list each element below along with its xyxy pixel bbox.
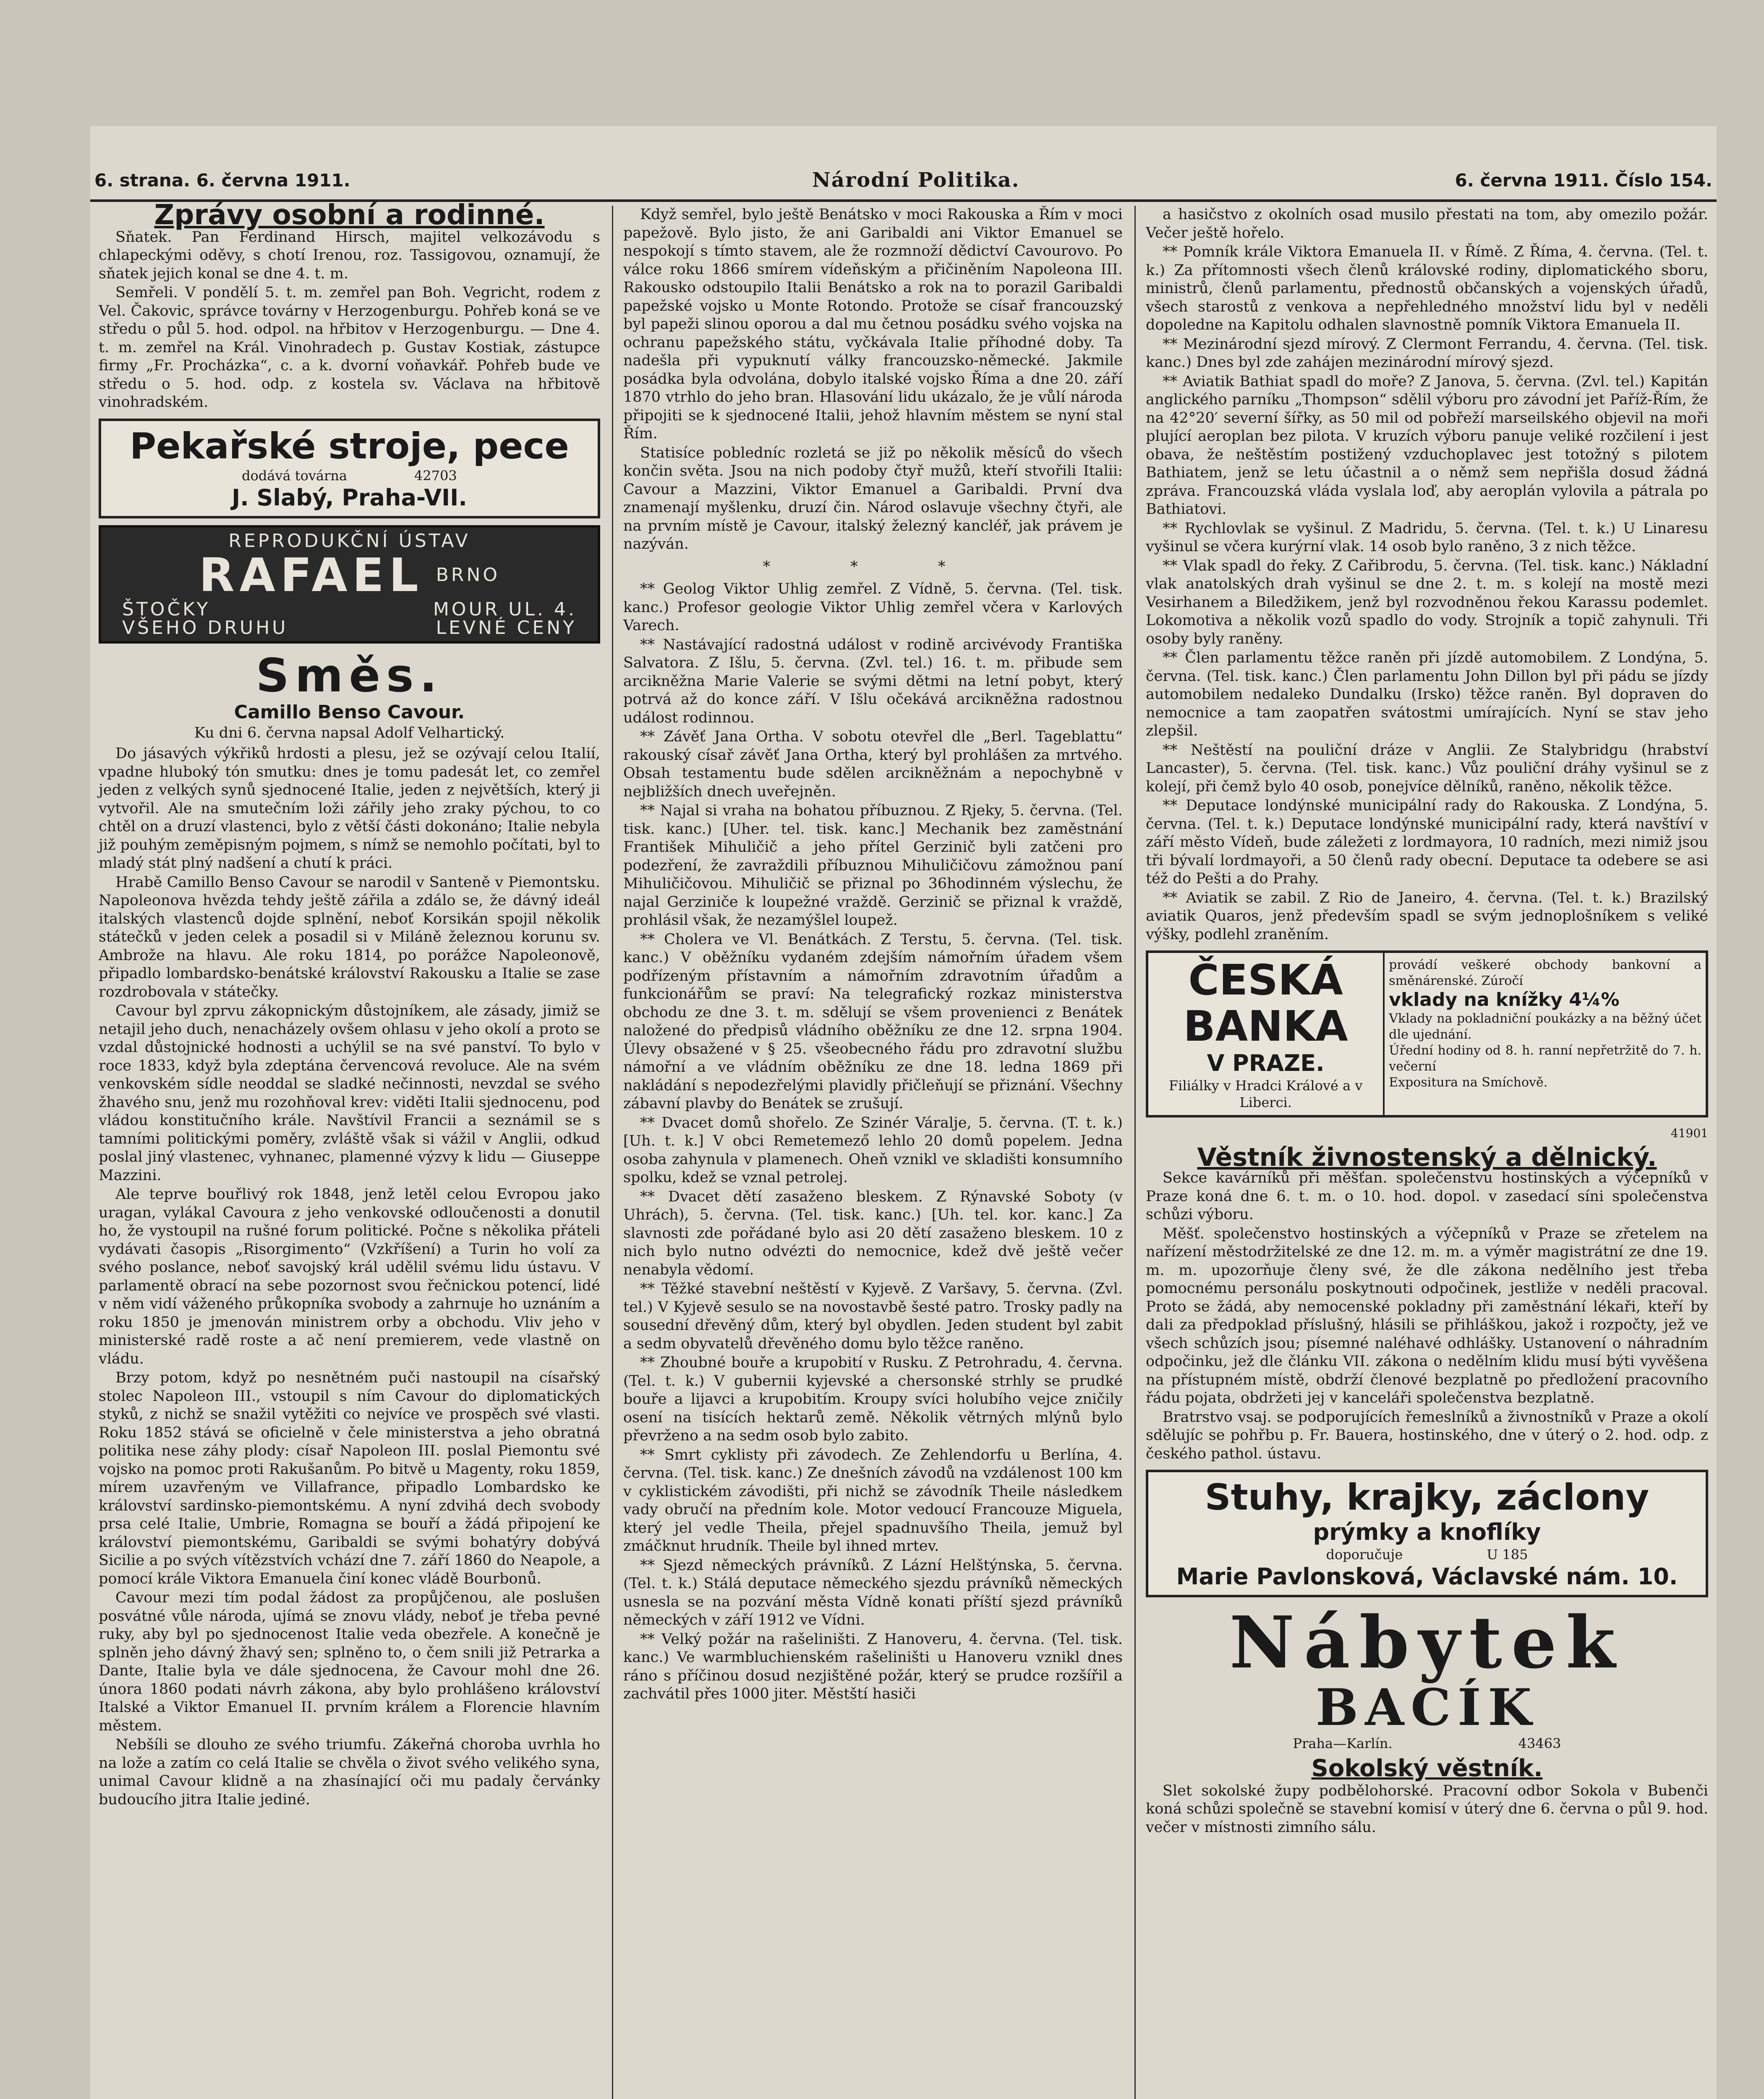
advert-bank-name: BANKA	[1183, 1002, 1348, 1051]
advert-address: MOUR UL. 4.	[433, 599, 577, 620]
advert-rafael	[99, 525, 600, 644]
article-title: Camillo Benso Cavour.	[234, 701, 465, 723]
news-item: ** Zhoubné bouře a krupobití v Rusku. Z Petrohradu, 4. června. (Tel. t. k.) V gubernii kyjevské a chersonské strhly se prudké bouře a lijavci a krupobitím. Kroupy svíci holubího vejce zničily osení na tisících hektarů země. Několik větrných mlýnů bylo převrženo a na sedm osob bylo zabito.	[623, 1354, 1123, 1444]
notice-item: Bratrstvo vsaj. se podporujících řemeslníků a živnostníků v Praze a okolí sdělujíc se pohřbu p. Fr. Bauera, hostinského, dne v úterý o 2. hod. odp. z českého pathol. ústavu.	[1146, 1408, 1708, 1462]
advert-number: 43463	[1518, 1735, 1561, 1751]
article-paragraph: Ale teprve bouřlivý rok 1848, jenž letěl celou Evropou jako uragan, vylákal Cavoura z jeho venkovské odloučenosti a donutil ho, že vystoupil na rušné forum politické. Počne s několika přáteli vydávati časopis „Risorgimento“ (Vzkříšení) a Turin ho volí za svého poslance, neboť savojský král udělil svému lidu ústavu. V parlamentě obrací na sebe pozornost svou řečnickou potencí, lidé v něm vidí váženého průkopníka svobody a zahrnuje ho uznáním a roku 1850 je jmenován ministrem orby a obchodu. Vliv jeho v ministerské radě roste a ač není premierem, vede vlastně on vládu.	[99, 1186, 600, 1367]
page-header	[90, 166, 1717, 202]
section-title-sokol: Sokolský věstník.	[1311, 1755, 1543, 1782]
advert-bank-line: Vklady na pokladniční poukázky a na běžný účet dle ujednání.	[1389, 1011, 1701, 1042]
news-item: ** Najal si vraha na bohatou příbuznou. Z Rjeky, 5. června. (Tel. tisk. kanc.) [Uher. tel. tisk. kanc.] Mechanik bez zaměstnání František Mihuličič a jeho přítel Gerzinič byli zatčeni pro podezření, že zavraždili příbuznou Mihuličičovu zámožnou paní Mihuličičovou. Mihuličič se přiznal po 36hodinném výslechu, že najal Gerziniče k loupežné vraždě. Gerzinič se přiznal k vraždě, prohlásil však, že nezamýšlel loupež.	[623, 802, 1123, 929]
advert-bottom-right: LEVNÉ CENY	[436, 617, 577, 639]
news-item: ** Těžké stavební neštěstí v Kyjevě. Z Varšavy, 5. června. (Zvl. tel.) V Kyjevě sesulo se na novostavbě šesté patro. Trosky padly na sousední dřevěný dům, který byl obydlen. Jeden student byl zabit a sedm obyvatelů dřevěného domu bylo těžce raněno.	[623, 1280, 1123, 1352]
article-paragraph: Statisíce pobledníc rozletá se již po několik měsíců do všech končin světa. Jsou na nich podoby čtyř mužů, kteří stvořili Italii: Cavour a Mazzini, Viktor Emanuel a Garibaldi. První dva znamenají myšlenku, druzí čin. Národ oslavuje všechny čtyři, ale na prvním místě je Cavour, italský železný kancléř, jak právem je nazýván.	[623, 444, 1123, 552]
news-item: ** Člen parlamentu těžce raněn při jízdě automobilem. Z Londýna, 5. června. (Tel. tisk. kanc.) Člen parlamentu John Dillon byl při pádu se jízdy automobilem nedaleko Dundalku (Irsko) těžce raněn. Byl dopraven do nemocnice a tam zaopatřen svátostmi umírajících. Nyní se stav jeho zlepšil.	[1146, 649, 1708, 739]
article-byline: Ku dni 6. června napsal Adolf Velhartický.	[194, 724, 505, 741]
advert-firm: Marie Pavlonsková, Václavské nám. 10.	[1176, 1563, 1678, 1590]
advert-bank-name-block	[1148, 953, 1385, 1115]
advert-left: ŠTOČKY	[122, 599, 211, 620]
column-3	[1146, 206, 1708, 1837]
advert-bank-city: V PRAZE.	[1207, 1050, 1325, 1076]
advert-number: U 185	[1487, 1547, 1528, 1562]
article-paragraph: Hrabě Camillo Benso Cavour se narodil v Santeně v Piemontsku. Napoleonova hvězda tehdy ještě zářila a zdálo se, že dávný ideál italských vlastenců dojde splnění, neboť Korsikán spojil několik státečků v jeden celek a posadil si v Miláně železnou korunu sv. Ambrože na hlavu. Ale roku 1814, po porážce Napoleonově, připadlo lombardsko-benátské království Rakousku a Italie se zase rozdrobovala v státečky.	[99, 874, 600, 1000]
advert-top: REPRODUKČNÍ ÚSTAV	[228, 530, 470, 552]
article-paragraph: Brzy potom, když po nesnětném puči nastoupil na císařský stolec Napoleon III., vstoupil s ním Cavour do diplomatických styků, z nichž se snažil vytěžiti co nejvíce ve prospěch své vlasti. Roku 1852 stává se oficielně v čele ministerstva a jeho obratná politika nese záhy plody: císař Napoleon III. poslal Piemontu své vojsko na pomoc proti Rakušanům. Po bitvě u Magenty, roku 1859, mírem uzavřeným ve Villafrance, připadlo Lombardsko ke království sardinsko-piemontskému. A nyní zdvihá dech svobody prsa celé Italie, Umbrie, Romagna se bouří a žádá připojení ke království piemontskému, Garibaldi se svými bohatýry dobývá Sicilie a po svých vítězstvích vchází dne 7. září 1860 do Neapole, a pomocí krále Viktora Emanuela činí konec vládě Bourbonů.	[99, 1369, 600, 1587]
news-item: Semřeli. V pondělí 5. t. m. zemřel pan Boh. Vegricht, rodem z Vel. Čakovic, správce továrny v Herzogenburgu. Pohřeb koná se ve středu o půl 5. hod. odpol. na hřbitov v Herzogenburgu. — Dne 4. t. m. zemřel na Král. Vinohradech p. Gustav Kostiak, zástupce firmy „Fr. Procházka“, c. a k. dvorní voňavkář. Pohřeb bude ve středu o 5. hod. odp. z kostela sv. Václava na hřbitově vinohradském.	[99, 284, 600, 411]
advert-title: Nábytek	[1229, 1601, 1625, 1685]
news-item: ** Velký požár na rašeliništi. Z Hanoveru, 4. června. (Tel. tisk. kanc.) Ve warmbluchienském rašeliništi u Hanoveru vznikl dnes ráno s příčinou dosud nezjištěné požár, který se prudce rozšířil a zachvátil přes 1000 jiter. Městští hasiči	[623, 1631, 1123, 1702]
advert-firm: J. Slabý, Praha-VII.	[232, 484, 467, 511]
masthead-title: Národní Politika.	[812, 168, 1020, 192]
advert-name: RAFAEL	[199, 548, 423, 602]
newspaper-page	[90, 126, 1717, 2099]
news-item: ** Neštěstí na pouliční dráze v Anglii. Ze Stalybridgu (hrabství Lancaster), 5. června. (Tel. tisk. kanc.) Vůz pouliční dráhy vyšinul se z kolejí, při čemž bylo 40 osob, ponejvíce dělníků, raněno, několik těžce.	[1146, 741, 1708, 795]
section-title-vestnik: Věstník živnostenský a dělnický.	[1197, 1142, 1657, 1172]
advert-number: 42703	[414, 467, 457, 484]
advert-bank-rate: vklady na knížky 4¼%	[1389, 989, 1620, 1010]
header-page-date: 6. strana. 6. června 1911.	[94, 170, 350, 191]
advert-recommend: doporučuje	[1326, 1547, 1403, 1562]
advert-title: Pekařské stroje, pece	[130, 425, 569, 467]
news-item: Sňatek. Pan Ferdinand Hirsch, majitel velkozávodu s chlapeckými oděvy, s chotí Irenou, roz. Tassigovou, oznamují, že sňatek jejich konal se dne 4. t. m.	[99, 228, 600, 282]
notice-item: Měšť. společenstvo hostinských a výčepníků v Praze se zřetelem na nařízení městodržitelské ze dne 12. m. m. a výměr magistrátní ze dne 19. m. m. upozorňuje členy své, že dle zákona nedělního jest třeba pomocnému personálu poskytnouti odpočinek, jestliže v neděli pracoval. Proto se žádá, aby nemocenské pokladny při zaměstnání lékaři, kteří by dali za předpoklad příslušný, hlásili se přihláškou, jakož i rozpočty, jež ve všech schůzích jsou; písemné naléhavé odhlášky. Ustanovení o náhradním odpočinku, jež dle článku VII. zákona o nedělním klidu musí býti vyvěšena na přístupném místě, obdrží členové bezplatně po předložení pracovního řádu pojata, obdržeti jej v kanceláři společenstva bezplatně.	[1146, 1225, 1708, 1406]
notice-item: Slet sokolské župy podbělohorské. Pracovní odbor Sokola v Bubenči koná schůzi společně se stavební komisí v úterý dne 6. června o půl 9. hod. večer v místnosti zimního sálu.	[1146, 1782, 1708, 1836]
news-item: ** Vlak spadl do řeky. Z Cařibrodu, 5. června. (Tel. tisk. kanc.) Nákladní vlak anatolských drah vyšinul se dne 2. t. m. s kolejí na mostě mezi Vesirhanem a Biledžikem, jenž byl rozvodněnou řekou Karassu podemlet. Lokomotiva a několik vozů spadlo do vody. Strojník a topič zahynuli. Tři osoby byly raněny.	[1146, 557, 1708, 647]
advert-subtitle: dodává továrna	[242, 467, 348, 484]
column-rule	[1134, 206, 1136, 2099]
article-paragraph: Cavour byl zprvu zákopnickým důstojníkem, ale zásady, jimiž se netajil jeho duch, nenacházely ovšem ohlasu v jeho okolí a proto se vzdal důstojnické hodnosti a uchýlil se na své panství. To bylo v roce 1833, když byla zdeptána červencová revoluce. Ale na svém venkovském sídle neoddal se sladké nečinnosti, nevzdal se svého žhavého snu, jenž mu rozohňoval krev: viděti Italii sjednocenu, pod vládou konstitučního krále. Navštívil Francii a seznámil se s tamními politickými poměry, zvláště však si vážil v Anglii, odkud poslal jiný vlastenec, vyhnanec, plamenné výzvy k lidu — Giuseppe Mazzini.	[99, 1002, 600, 1184]
section-title-smes: Směs.	[256, 649, 443, 702]
article-paragraph: Když semřel, bylo ještě Benátsko v moci Rakouska a Řím v moci papežově. Bylo jisto, že ani Garibaldi ani Viktor Emanuel se nespokojí s tímto stavem, ale že rozmnoží dědictví Cavourovo. Po válce roku 1866 smírem vídeňským a přičiněním Napoleona III. Rakousko odstoupilo Italii Benátsko a rok na to porazil Garibaldi papežské vojsko u Monte Rotondo. Protože se císař francouzský byl papeži slinou oporou a dal mu četnou posádku svého vojska na ochranu papežského státu, vyčkávala Italie příhodné doby. Ta nadešla při vypuknutí války francouzsko-německé. Jakmile posádka byla odvolána, dobylo italské vojsko Říma a dne 20. září 1870 vtrhlo do jeho bran. Hlasování lidu ukázalo, že je vůlí národa připojiti se k sjednocené Italii, jehož hlavním městem se nyní stal Řím.	[623, 206, 1123, 442]
header-issue: 6. června 1911. Číslo 154.	[1455, 170, 1712, 191]
news-item: ** Nastávající radostná událost v rodině arcivévody Františka Salvatora. Z Išlu, 5. června. (Zvl. tel.) 16. t. m. přibude sem arcikněžna Marie Valerie se svými dětmi na letní pobyt, který potrvá až do konce září. V Išlu očekává arcikněžna radostnou událost rodinnou.	[623, 636, 1123, 726]
advert-city: BRNO	[436, 564, 500, 586]
advert-place: Praha—Karlín.	[1293, 1735, 1393, 1751]
advert-bank-name: ČESKÁ	[1188, 955, 1343, 1005]
advert-stuhy-krajky	[1146, 1470, 1708, 1597]
news-item: ** Aviatik Bathiat spadl do moře? Z Janova, 5. června. (Zvl. tel.) Kapitán anglického parníku „Thompson“ sdělil výboru pro závodní jet Paříž-Řím, že na 42°20′ severní šířky, as 50 mil od pobřeží marseilského objevil na moři plující aeroplan bez pilota. V kruzích výboru panuje veliké rozčilení i jest obava, že neštěstím postižený vzduchoplavec jest totožný s pilotem Bathiatem, jenž se letu účastnil a o němž sem nepřišla dosud žádná zpráva. Francouzská vláda vyslala loď, aby aeroplán vylovila a pátrala po Bathiatovi.	[1146, 373, 1708, 518]
advert-bank-hours: Úřední hodiny od 8. h. ranní nepřetržitě do 7. h. večerní	[1389, 1043, 1701, 1074]
advert-nabytek-bacik	[1146, 1601, 1708, 1752]
news-item: ** Aviatik se zabil. Z Rio de Janeiro, 4. června. (Tel. t. k.) Brazilský aviatik Quaros, jenž především spadl se svým jednoplošníkem s veliké výšky, podlehl zraněním.	[1146, 889, 1708, 943]
separator-stars: * * *	[763, 558, 983, 575]
notice-item: Sekce kavárníků při měšťan. společenstvu hostinských a výčepníků v Praze koná dne 6. t. m. o 10. hod. dopol. v zasedací síni společenstva schůzi výboru.	[1146, 1170, 1708, 1223]
advert-bank-branches: Filiálky v Hradci Králové a v Liberci.	[1168, 1078, 1363, 1110]
advert-ceska-banka	[1146, 950, 1708, 1118]
article-paragraph: Do jásavých výkřiků hrdosti a plesu, jež se ozývají celou Italií, vpadne hluboký tón smutku: dnes je tomu padesát let, co zemřel jeden z velkých synů sjednocené Italie, jeden z největších, který ji vytvořil. Ale na smutečním loži zářily jeho zraky pýchou, to co chtěl on a druzí vlastenci, bylo z větší části dokonáno; Italie nebyla již pouhým zeměpisným pojmem, s nímž se nemohlo počítati, byl to mladý stát plný nadšení a chutí k práci.	[99, 745, 600, 872]
news-item: a hasičstvo z okolních osad musilo přestati na tom, aby omezilo požár. Večer ještě hořelo.	[1146, 206, 1708, 241]
advert-title: Stuhy, krajky, záclony	[1205, 1476, 1649, 1518]
news-item: ** Rychlovlak se vyšinul. Z Madridu, 5. června. (Tel. t. k.) U Linaresu vyšinul se včera kurýrní vlak. 14 osob bylo raněno, 3 z nich těžce.	[1146, 520, 1708, 555]
news-item: ** Dvacet domů shořelo. Ze Szinér Váralje, 5. června. (T. t. k.) [Uh. t. k.] V obci Remetemező lehlo 20 domů popelem. Jedna osoba zahynula v plamenech. Oheň vznikl ve skladišti konsumního spolku, kdež se vznal petrolej.	[623, 1114, 1123, 1186]
article-paragraph: Nebšíli se dlouho ze svého triumfu. Zákeřná choroba uvrhla ho na lože a zatím co celá Italie se chvěla o život svého velikého syna, unimal Cavour klidně a na zhasínající oči mu padaly červánky budoucího jitra Italie jediné.	[99, 1736, 600, 1808]
column-1	[99, 199, 600, 1810]
advert-bank-line: provádí veškeré obchody bankovní a směnárenské. Zúročí	[1389, 958, 1701, 988]
advert-bank-info	[1385, 953, 1706, 1115]
news-item: ** Cholera ve Vl. Benátkách. Z Terstu, 5. června. (Tel. tisk. kanc.) V oběžníku vydaném zdejším námořním úřadem všem podřízeným přístavním a námořním zdravotním úřadům a funkcionářům se praví: Na telegrafický rozkaz ministerstva obchodu ze dne 3. t. m. sdělují se všem provenienci z Benátek naložené do předpisů vládního oběžníku ze dne 12. srpna 1904. Úlevy obsažené v § 25. všeobecného řádu pro zdravotní službu námořní a ve vládním oběžníku ze dne 18. ledna 1869 při nakládání s nepodezřelými plavidly přičleňují se přiznání. Všechny zábavní plavby do Benátek se zrušují.	[623, 931, 1123, 1112]
news-item: ** Mezinárodní sjezd mírový. Z Clermont Ferrandu, 4. června. (Tel. tisk. kanc.) Dnes byl zde zahájen mezinárodní mírový sjezd.	[1146, 335, 1708, 371]
article-paragraph: Cavour mezi tím podal žádost za propůjčenou, ale poslušen posvátné vůle národa, ujímá se znovu vlády, neboť je třeba pevné ruky, aby byl po sjednocenost Italie veda obezřele. A konečně je splněn jeho dávný žhavý sen; splněno to, o čem snili již Petrarka a Dante, Italie byla ve dále sjednocena, že Cavour mohl dne 26. února 1860 podati návrh zákona, aby bylo prohlášeno království Italské a Viktor Emanuel II. prvním králem a Florencie hlavním městem.	[99, 1589, 600, 1734]
advert-bank-line: Expositura na Smíchově.	[1389, 1075, 1548, 1090]
advert-firm: BACÍK	[1315, 1678, 1539, 1737]
advert-number: 41901	[1670, 1126, 1708, 1140]
news-item: ** Smrt cyklisty při závodech. Ze Zehlendorfu u Berlína, 4. června. (Tel. tisk. kanc.) Ze dnešních závodů na vzdálenost 100 km v cyklistickém závodišti, při nichž se závodník Theile následkem vady obručí na předním kole. Motor vedoucí Francouze Miguela, který jel vedle Theila, přejel spadnuvšího Theila, jemuž byl zmáčknut hrudník. Theile byl ihned mrtev.	[623, 1446, 1123, 1555]
column-rule	[612, 206, 613, 2099]
news-item: ** Geolog Viktor Uhlig zemřel. Z Vídně, 5. června. (Tel. tisk. kanc.) Profesor geologie Viktor Uhlig zemřel včera v Karlových Varech.	[623, 581, 1123, 634]
news-item: ** Závěť Jana Ortha. V sobotu otevřel dle „Berl. Tageblattu“ rakouský císař závěť Jana Ortha, který byl prohlášen za mrtvého. Obsah testamentu bude sdělen arcikněžnám a nepochybně v nejbližších dnech uveřejněn.	[623, 728, 1123, 800]
column-2	[623, 206, 1123, 1704]
advert-bottom-left: VŠEHO DRUHU	[122, 617, 288, 639]
section-title-personal: Zprávy osobní a rodinné.	[154, 199, 545, 231]
news-item: ** Dvacet dětí zasaženo bleskem. Z Rýnavské Soboty (v Uhrách), 5. června. (Tel. tisk. kanc.) [Uh. tel. kor. kanc.] Za slavnosti zde pořádané bylo asi 20 dětí zasaženo bleskem. 10 z nich bylo nutno odvézti do nemocnice, kdež dvě ještě večer nenabyla vědomí.	[623, 1188, 1123, 1278]
advert-subtitle: prýmky a knoflíky	[1313, 1519, 1541, 1545]
advert-pekarske-stroje	[99, 419, 600, 518]
news-item: ** Deputace londýnské municipální rady do Rakouska. Z Londýna, 5. června. (Tel. t. k.) Deputace londýnské municipální rady, která navštíví v září město Vídeň, bude záležeti z lordmayora, 10 radních, mezi nimiž jsou tři bývalí lordmayoři, a 50 členů rady obecní. Deputace ta odebere se asi též do Pešti a do Prahy.	[1146, 797, 1708, 887]
news-item: ** Sjezd německých právníků. Z Lázní Helštýnska, 5. června. (Tel. t. k.) Stálá deputace německého sjezdu právníků německých usnesla se na pozvání města Vídně konati příští sjezd právníků německých v září 1912 ve Vídni.	[623, 1557, 1123, 1628]
news-item: ** Pomník krále Viktora Emanuela II. v Římě. Z Říma, 4. června. (Tel. t. k.) Za přítomnosti všech členů královské rodiny, diplomatického sboru, ministrů, členů parlamentu, přednostů občanských a vojenských úřadů, všech starostů z venkova a nepřehledného množství lidu byl v neděli dopoledne na Kapitolu odhalen slavnostně pomník Viktora Emanuela II.	[1146, 243, 1708, 333]
